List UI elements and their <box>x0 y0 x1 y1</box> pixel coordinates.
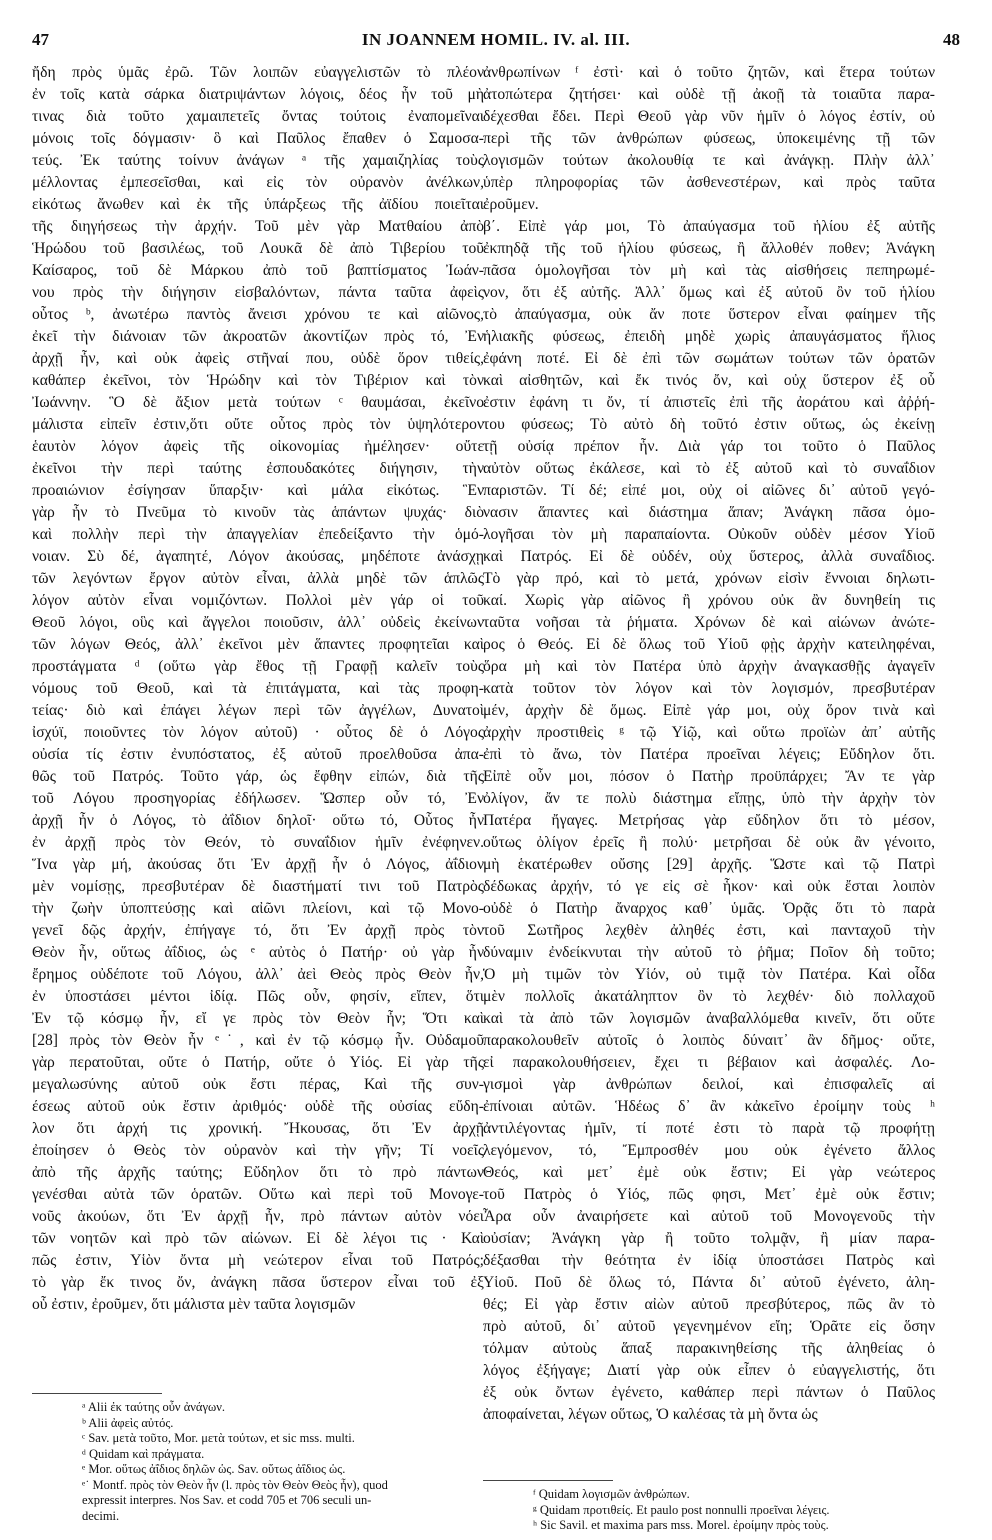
text-line: Ὁ μὴ τιμῶν τὸν Υἱόν, οὐ τιμᾷ τὸν Πατέρα. Καὶ οἶδα <box>483 966 935 983</box>
text-line: πᾶσα ὁμολογῆσαι τὸν μὴ καὶ τὰς αἰσθήσεις πεπηρωμέ- <box>483 262 935 279</box>
text-line: τείας· διὸ καὶ ἐπάγει λέγων περὶ τῶν ἀγγέλων, Δυνατοὶ <box>32 702 484 719</box>
text-line: καὶ Πατρός. Εἰ δὲ οὐδέν, οὐχ ὕστερος, ἀλλὰ συναΐδιος. <box>483 548 935 565</box>
text-line: οὕτως ὀλίγον ἐρεῖς ἢ πολύ· μετρῆσαι δὲ οὐκ ἂν γένοιτο, <box>483 834 935 851</box>
text-line: δύναμιν ἐνδείκνυται τὴν αὐτοῦ τὸ ῥῆμα; Ποῖον δὴ τοῦτο; <box>483 944 935 961</box>
text-line: τῶν λεγόντων ἔργον αὐτὸν εἶναι, ἀλλὰ μηδὲ τῶν ἁπλῶς <box>32 570 484 587</box>
footnote-line: ᵉ˙ Montf. πρὸς τὸν Θεὸν ἦν (l. πρὸς τὸν Θεὸν Θεὸς ἦν), quod <box>82 1477 388 1492</box>
text-line: ἐν ὑποστάσει μέντοι ἰδίᾳ. Πῶς οὖν, φησίν, εἴπεν, ὅτι <box>32 988 484 1005</box>
text-line: ἑαυτὸν λόγον ἀφεὶς τῆς οἰκονομίας ἠμέλησεν· οὔτε <box>32 438 484 455</box>
text-line: ἐν τοῖς κατὰ σάρκα διατριψάντων λόγοις, δέος ἦν τοῦ μὴ <box>32 86 484 103</box>
text-line: γισμοὶ γὰρ ἀνθρώπων δειλοί, καὶ ἐπισφαλεῖς αἱ <box>483 1076 935 1093</box>
footnote-rule-left <box>32 1393 162 1394</box>
text-line: εἰ παρακολουθήσειεν, ἔχει τι βέβαιον καὶ ἀσφαλές. Λο- <box>483 1054 935 1071</box>
text-line: ὑπὲρ πληροφορίας τῶν ἀσθενεστέρων, καὶ πρὸς ταῦτα <box>483 174 935 191</box>
text-line: τοῦ Πατρὸς ὁ Υἱός, πῶς φησι, Μετ᾽ ἐμὲ οὐκ ἔστιν; <box>483 1186 935 1203</box>
text-line: ταῦτα νοῆσαι τὰ ῥήματα. Χρόνων δὲ καὶ αἰώνων ἀνώτε- <box>483 614 935 631</box>
text-line: ἐροῦμεν. <box>483 196 539 213</box>
footnote-line: ᵈ Quidam καὶ πράγματα. <box>82 1446 205 1461</box>
text-line: ἐκεῖ τὴν διάνοιαν τῶν ἀκροατῶν ἀκοντίζων πρὸς τό, Ἐν <box>32 328 484 345</box>
text-line: ἀρχῇ ἦν, καὶ οὐκ ἀφεὶς στῆναί που, οὐδὲ ὅρον τιθείς, <box>32 350 484 367</box>
text-line: μὲν πολλοῖς ἀκατάληπτον ὂν τὸ λεχθέν· διὸ πολλαχοῦ <box>483 988 935 1005</box>
text-line: πρὸ αὐτοῦ, δι᾽ αὐτοῦ γεγενημένον εἴη; Ὁρᾶτε εἰς ὅσην <box>483 1318 935 1335</box>
text-line: καί. Χωρὶς γὰρ αἰῶνος ἢ χρόνου οὐκ ἂν δυνηθείη τις <box>483 592 935 609</box>
text-line: ἐστιν ἐφάνη τι ὄν, τί ἀπιστεῖς ἐπὶ τῆς ἀοράτου καὶ ἀῤῥή- <box>483 394 935 411</box>
text-line: ἡλιακῆς φύσεως, ἐπειδὴ μηδὲ χωρὶς ἀπαυγάσματος ἥλιος <box>483 328 935 345</box>
text-line: νόμους τοῦ Θεοῦ, καὶ τὰ ἐπιτάγματα, καὶ τὰς προφη- <box>32 680 484 697</box>
text-line: γὰρ περατοῦται, οὔτε ὁ Πατήρ, οὔτε ὁ Υἱός. Εἰ γὰρ τῆς <box>32 1054 484 1071</box>
text-line: ρος ὁ Θεός. Εἰ δὲ ὅλως τοῦ Υἱοῦ φῂς ἀρχὴν κατειληφέναι, <box>483 636 935 653</box>
text-line: ἐξ οὐκ ὄντων ἐγένετο, καθάπερ περὶ πάντων ὁ Παῦλος <box>483 1384 935 1401</box>
text-line: οὐσίαν; Ἀνάγκη γὰρ ἢ τοῦτο τολμᾷν, ἢ μίαν παρα- <box>483 1230 935 1247</box>
footnote-line: ʰ Sic Savil. et maxima pars mss. Morel. ἐροίμην πρὸς τοὺς. <box>533 1518 829 1532</box>
text-line: β΄. Εἰπὲ γάρ μοι, Τὸ ἀπαύγασμα τοῦ ἡλίου ἐξ αὐτῆς <box>483 218 935 235</box>
text-line: δέξασθαι τὴν θεότητα ἐν ἰδίᾳ ὑποστάσει Πατρὸς καὶ <box>483 1252 935 1269</box>
text-line: κατὰ τοῦτον τὸν λόγον καὶ τὸν λογισμόν, πρεσβυτέραν <box>483 680 935 697</box>
page-number-left: 47 <box>32 30 49 49</box>
text-line: καὶ τὰ ἀπὸ τῶν λογισμῶν ἀναβαλλόμεθα κινεῖν, ὅτι οὔτε <box>483 1010 935 1027</box>
text-line: δέδωκας ἀρχήν, τό γε εἰς σὲ ἧκον· καὶ οὐκ ἔσται λοιπὸν <box>483 878 935 895</box>
text-line: θῶς τοῦ Πατρός. Τοῦτο γάρ, ὡς ἔφθην εἰπών, διὰ τῆς <box>32 768 484 785</box>
text-line: εἰκότως ἄνωθεν καὶ ἐκ τῆς ὑπάρξεως τῆς ἀϊδίου ποιεῖται <box>32 196 484 213</box>
running-title: IN JOANNEM HOMIL. IV. al. III. <box>361 30 631 49</box>
text-line: τὴν ζωὴν ὑποπτεύσῃς καὶ αἰῶνι πλείονι, καὶ τῷ Μονο- <box>32 900 484 917</box>
text-line: νοῦς ἀκούων, ὅτι Ἐν ἀρχῇ ἦν, πρὸ πάντων αὐτὸν νόει <box>32 1208 484 1225</box>
text-line: λεγόμενον, τό, Ἔμπροσθέν μου οὐκ ἐγένετο ἄλλος <box>483 1142 935 1159</box>
text-line: νον, ὅτι ἐξ αὐτῆς. Ἀλλ᾽ ὅμως καὶ ἐξ αὐτοῦ ὂν τοῦ ἡλίου <box>483 284 935 301</box>
text-line: καθάπερ ἐκεῖνοι, τὸν Ἡρώδην καὶ τὸν Τιβέριον καὶ τὸν <box>32 372 484 389</box>
text-line: Ἵνα γὰρ μή, ἀκούσας ὅτι Ἐν ἀρχῇ ἦν ὁ Λόγος, ἀΐδιον <box>32 856 484 873</box>
text-line: τῆς διηγήσεως τὴν ἀρχήν. Τοῦ μὲν γὰρ Ματθαίου ἀπὸ <box>32 218 484 235</box>
text-line: έσεως αὐτοῦ οὐκ ἔστιν ἀριθμός· οὐδὲ τῆς οὐσίας εὔδη- <box>32 1098 484 1115</box>
text-line: ἐν ἀρχῇ πρὸς τὸν Θεόν, τὸ συναΐδιον ἡμῖν ἐνέφηνεν. <box>32 834 484 851</box>
text-line: Θεοῦ λόγοι, οὓς καὶ ἄγγελοι ποιοῦσιν, ἀλλ᾽ οὐδεὶς ἐκείνων <box>32 614 484 631</box>
text-line: μὴ ἑκατέρωθεν οὔσης [29] ἀρχῆς. Ὥστε καὶ τῷ Πατρὶ <box>483 856 935 873</box>
right-column <box>483 62 935 1482</box>
text-line: δέχεσθαι ἔδει. Περὶ Θεοῦ γὰρ νῦν ἡμῖν ὁ λόγος ἐστίν, οὐ <box>483 108 935 125</box>
text-line: ἀρχὴν προστιθεὶς ᵍ τῷ Υἱῷ, καὶ οὕτω προϊὼν ἀπ᾽ αὐτῆς <box>483 724 935 741</box>
text-line: του φύσεως; Τὸ αὐτὸ δὴ τοῦτό ἐστιν οὕτως, ὡς ἐκείνῃ <box>483 416 935 433</box>
text-line: ἀρχῇ ἦν ὁ Λόγος, τὸ ἀΐδιον δηλοῖ· οὕτω τό, Οὗτος ἦν <box>32 812 484 829</box>
text-line: λογῆσαι τὸν μὴ παραπαίοντα. Οὐκοῦν οὐδὲν μέσον Υἱοῦ <box>483 526 935 543</box>
text-line: παρακολουθεῖν αὐτοῖς ὁ λοιπὸς δύναιτ᾽ ἂν δῆμος· οὔτε, <box>483 1032 935 1049</box>
text-line: λόγον αὐτὸν εἶναι νομιζόντων. Πολλοὶ μὲν γάρ οἱ τοῦ <box>32 592 484 609</box>
text-line: καὶ πολλὴν περὶ τὴν ἀπαγγελίαν ἐπεδείξαντο τὴν ὁμό- <box>32 526 484 543</box>
page-number-right: 48 <box>943 30 960 49</box>
text-line: τοῦ Λόγου προσηγορίας ἐδήλωσεν. Ὥσπερ οὖν τό, Ἐν <box>32 790 484 807</box>
text-line: μάλιστα εἰπεῖν ἐστιν,ὅτι οὔτε οὗτος πρὸς τὸν ὑψηλότερον <box>32 416 484 433</box>
footnote-rule-right <box>483 1480 613 1481</box>
footnote-line: ᵃ Alii ἐκ ταύτης οὖν ἀνάγων. <box>82 1400 225 1414</box>
text-line: ἐπὶ τὸ ἄνω, τὸν Πατέρα προεῖναι λέγεις; Εὔδηλον ὅτι. <box>483 746 935 763</box>
text-line: οὐσία τίς ἐστιν ἐνυπόστατος, ἐξ αὐτοῦ προελθοῦσα ἀπα- <box>32 746 484 763</box>
footnote-line: ᵉ Mor. οὕτως ἀΐδιος δηλῶν ὡς. Sav. οὕτως ἀΐδιος ὡς. <box>82 1462 346 1476</box>
text-line: αὐτὸν οὕτως ἐκάλεσε, καὶ τὸ ἐξ αὐτοῦ καὶ τὸ συναΐδιον <box>483 460 935 477</box>
text-line: καὶ αἰσθητῶν, καὶ ἔκ τινός ὄν, καὶ οὐχ ὕστερον ἐξ οὗ <box>483 372 935 389</box>
text-line: Θεός, καὶ μετ᾽ ἐμὲ οὐκ ἔστιν; Εἰ γὰρ νεώτερος <box>483 1164 935 1181</box>
text-line: μὲν νομίσῃς, πρεσβυτέραν δὲ διαστήματί τινι τοῦ Πατρὸς <box>32 878 484 895</box>
footnote-line: ᶜ Sav. μετὰ τοῦτο, Mor. μετὰ τούτων, et sic mss. multi. <box>82 1431 355 1445</box>
text-line: λογισμῶν τούτων ἀκολουθίᾳ τε καὶ ἀνάγκῃ. Πλὴν ἀλλ᾽ <box>483 152 935 169</box>
text-line: τινας διὰ τοῦτο χαμαιπετεῖς ὄντας τούτοις ἐναπομεῖναι <box>32 108 484 125</box>
text-line: Θεὸν ἦν, οὕτως ἀΐδιος, ὡς ᵉ αὐτὸς ὁ Πατήρ· οὐ γὰρ ἦν <box>32 944 484 961</box>
text-line: τῇ οὐσίᾳ πρέπον ἦν. Διὰ γάρ τοι τοῦτο ὁ Παῦλος <box>483 438 935 455</box>
text-line: νου πρὸς τὴν διήγησιν εἰσβαλόντων, πάντα ταῦτα ἀφεὶς <box>32 284 484 301</box>
text-line: Εἰπὲ οὖν μοι, πόσον ὁ Πατὴρ προϋπάρχει; Ἄν τε γὰρ <box>483 768 935 785</box>
text-line: ἐφάνη ποτέ. Εἰ δὲ ἐπὶ τῶν σωμάτων τούτων τῶν ὁρατῶν <box>483 350 935 367</box>
text-line: γὰρ ἦν τὸ Πνεῦμα τὸ κινοῦν τὰς ἁπάντων ψυχάς· διὸ <box>32 504 484 521</box>
footnote-line: expressit interpres. Nos Sav. et codd 705 et 706 seculi un- <box>82 1493 372 1507</box>
footnote-line: ᵍ Quidam προτιθείς. Et paulo post nonnulli προεῖναι λέγεις. <box>533 1502 830 1517</box>
text-line: μεγαλωσύνης αὐτοῦ οὐκ ἔστι πέρας, Καὶ τῆς συν- <box>32 1076 484 1093</box>
text-line: τόλμαν αὐτοὺς ἅπαξ παρακινηθείσης τῆς ἀληθείας ὁ <box>483 1340 935 1357</box>
text-line: ἔρημος οὐδέποτε τοῦ Λόγου, ἀλλ᾽ ἀεὶ Θεὸς πρὸς Θεὸν ἦν, <box>32 966 484 983</box>
footnotes-right <box>483 1487 935 1534</box>
text-line: πῶς ἐστιν, Υἱὸν ὄντα μὴ νεώτερον εἶναι τοῦ Πατρός; <box>32 1252 484 1269</box>
text-line: μόνοις τοῖς δόγμασιν· ὃ καὶ Παῦλος ἔπαθεν ὁ Σαμοσα- <box>32 130 484 147</box>
text-line: Καίσαρος, τοῦ δὲ Μάρκου ἀπὸ τοῦ βαπτίσματος Ἰωάν- <box>32 262 484 279</box>
text-line: ἐκπηδᾷ τῆς τοῦ ἡλίου φύσεως, ἢ ἄλλοθέν ποθεν; Ἀνάγκη <box>483 240 935 257</box>
text-line: μέλλοντας ἐμπεσεῖσθαι, καὶ εἰς τὸν οὐρανὸν ἀνέλκων, <box>32 174 484 191</box>
text-line: ἐπίνοιαι αὐτῶν. Ἡδέως δ᾽ ἂν κἀκεῖνο ἐροίμην τοὺς ʰ <box>483 1098 935 1115</box>
text-line: γενεῖ δῷς ἀρχήν, ἐπήγαγε τό, ὅτι Ἐν ἀρχῇ πρὸς τὸν <box>32 922 484 939</box>
text-line: ἀπὸ τῆς ἀρχῆς ταύτης; Εὔδηλον ὅτι τὸ πρὸ πάντων <box>32 1164 484 1181</box>
text-line: λόγος ἐξήγαγε; Διατί γὰρ οὐκ εἶπεν ὁ εὐαγγελιστής, ὅτι <box>483 1362 935 1379</box>
left-column <box>32 62 484 1434</box>
text-line: Υἱοῦ. Ποῦ δὲ ὅλως τό, Πάντα δι᾽ αὐτοῦ ἐγένετο, ἀλη- <box>483 1274 935 1291</box>
text-line: ἤδη πρὸς ὑμᾶς ἐρῶ. Τῶν λοιπῶν εὐαγγελιστῶν τὸ πλέον <box>32 64 484 81</box>
text-line: Τὸ γὰρ πρό, καὶ τὸ μετά, χρόνων εἰσὶν ἔννοιαι δηλωτι- <box>483 570 935 587</box>
footnote-line: ᵇ Alii ἀφεὶς αὐτός. <box>82 1415 174 1430</box>
text-line: θές; Εἰ γὰρ ἔστιν αἰὼν αὐτοῦ πρεσβύτερος, πῶς ἂν τὸ <box>483 1296 935 1313</box>
text-line: νοιαν. Σὺ δέ, ἀγαπητέ, Λόγον ἀκούσας, μηδέποτε ἀνάσχῃ <box>32 548 484 565</box>
footnote-line: ᶠ Quidam λογισμῶν ἀνθρώπων. <box>533 1487 690 1501</box>
text-line: οὗ ἐστιν, ἐροῦμεν, ὅτι μάλιστα μὲν ταῦτα λογισμῶν <box>32 1296 356 1313</box>
text-line: ὀλίγον, ἄν τε πολὺ διάστημα εἴπῃς, ὑπὸ τὴν ἀρχὴν τὸν <box>483 790 935 807</box>
text-line: μέν, ἀρχὴν δὲ ὅμως. Εἰπὲ γάρ μοι, οὐχ ὅρον τινὰ καὶ <box>483 702 935 719</box>
text-line: οὐδὲ ὁ Πατὴρ ἄναρχος καθ᾽ ὑμᾶς. Ὁρᾷς ὅτι τὸ παρὰ <box>483 900 935 917</box>
text-line: τεύς. Ἐκ ταύτης τοίνυν ἀνάγων ᵃ τῆς χαμαιζηλίας τοὺς <box>32 152 484 169</box>
text-line: τὸ ἀπαύγασμα, οὐκ ἄν ποτε ὕστερον εἶναι φαίημεν τῆς <box>483 306 935 323</box>
text-line: τῶν λόγων Θεός, ἀλλ᾽ ἐκεῖνοι μὲν ἅπαντες προφητεῖαι καὶ <box>32 636 484 653</box>
text-line: ἀτοπώτερα ζητήσει· καὶ οὐδὲ τῇ ἀκοῇ τὰ τοιαῦτα παρα- <box>483 86 935 103</box>
text-line: λον ὅτι ἀρχή τις χρονική. Ἤκουσας, ὅτι Ἐν ἀρχῇ <box>32 1120 484 1137</box>
text-line: ἐκεῖνοι τὴν περὶ ταύτης ἐσπουδακότες διήγησιν, τὴν <box>32 460 484 477</box>
text-line: Ἰωάννην. Ὃ δὲ ἄξιον μετὰ τούτων ᶜ θαυμάσαι, ἐκεῖνο <box>32 394 484 411</box>
text-line: τῶν νοητῶν καὶ πρὸ τῶν αἰώνων. Εἰ δὲ λέγοι τις · Καὶ <box>32 1230 484 1247</box>
text-line: προαιώνιον ἐσίγησαν ὕπαρξιν· καὶ μάλα εἰκότως. Ἓν <box>32 482 484 499</box>
text-line: τοῦ Σωτῆρος λεχθὲν ἀληθές ἐστι, καὶ πανταχοῦ τὴν <box>483 922 935 939</box>
text-line: ὅρα μὴ καὶ τὸν Πατέρα ὑπὸ ἀρχὴν ἀναγκασθῇς ἀγαγεῖν <box>483 658 935 675</box>
footnotes-left <box>32 1400 484 1524</box>
text-line: ἐποίησεν ὁ Θεὸς τὸν οὐρανὸν καὶ τὴν γῆν; Τί νοεῖς <box>32 1142 484 1159</box>
text-line: νασιν ἅπαντες καὶ διάστημα ἅπαν; Ἀνάγκη πᾶσα ὁμο- <box>483 504 935 521</box>
text-line: ἀνθρωπίνων ᶠ ἐστὶ· καὶ ὁ τοῦτο ζητῶν, καὶ ἕτερα τούτων <box>483 64 935 81</box>
text-line: γενέσθαι αὐτὰ τῶν ὁρατῶν. Οὕτω καὶ περὶ τοῦ Μονογε- <box>32 1186 484 1203</box>
text-line: Πατέρα ἤγαγες. Μετρήσας γὰρ εὔδηλον ὅτι τὸ μέσον, <box>483 812 935 829</box>
text-line: οὗτος ᵇ, ἀνωτέρω παντὸς ἄνεισι χρόνου τε καὶ αἰῶνος, <box>32 306 484 323</box>
text-line: Ἡρώδου τοῦ βασιλέως, τοῦ Λουκᾶ δὲ ἀπὸ Τιβερίου τοῦ <box>32 240 484 257</box>
text-line: Ἐν τῷ κόσμῳ ἦν, εἴ γε πρὸς τὸν Θεὸν ἦν; Ὅτι καὶ <box>32 1010 484 1027</box>
text-line: προστάγματα ᵈ (οὕτω γὰρ ἔθος τῇ Γραφῇ καλεῖν τοὺς <box>32 658 484 675</box>
text-line: ἀντιλέγοντας ἡμῖν, τί ποτέ ἐστι τὸ παρὰ τῷ προφήτῃ <box>483 1120 935 1137</box>
running-header <box>32 30 960 58</box>
text-line: Ἆρα οὖν ἀναιρήσετε καὶ αὐτοῦ τοῦ Μονογενοῦς τὴν <box>483 1208 935 1225</box>
text-line: ἰσχύϊ, ποιοῦντες τὸν λόγον αὐτοῦ) · οὗτος δὲ ὁ Λόγος <box>32 724 484 741</box>
text-line: [28] πρὸς τὸν Θεὸν ἦν ᵉ˙, καὶ ἐν τῷ κόσμῳ ἦν. Οὐδαμοῦ <box>32 1032 484 1049</box>
text-line: τὸ γὰρ ἔκ τινος ὄν, ἀνάγκη πᾶσα ὕστερον εἶναι τοῦ ἐξ <box>32 1274 484 1291</box>
text-line: περὶ τῆς τῶν ἀνθρώπων φύσεως, ὑποκειμένης τῇ τῶν <box>483 130 935 147</box>
text-line: ἀποφαίνεται, λέγων οὕτως, Ὁ καλέσας τὰ μὴ ὄντα ὡς <box>483 1406 818 1423</box>
text-line: παριστῶν. Τί δέ; εἰπέ μοι, οὐχ οἱ αἰῶνες δι᾽ αὐτοῦ γεγό- <box>483 482 935 499</box>
footnote-line: decimi. <box>82 1508 120 1523</box>
